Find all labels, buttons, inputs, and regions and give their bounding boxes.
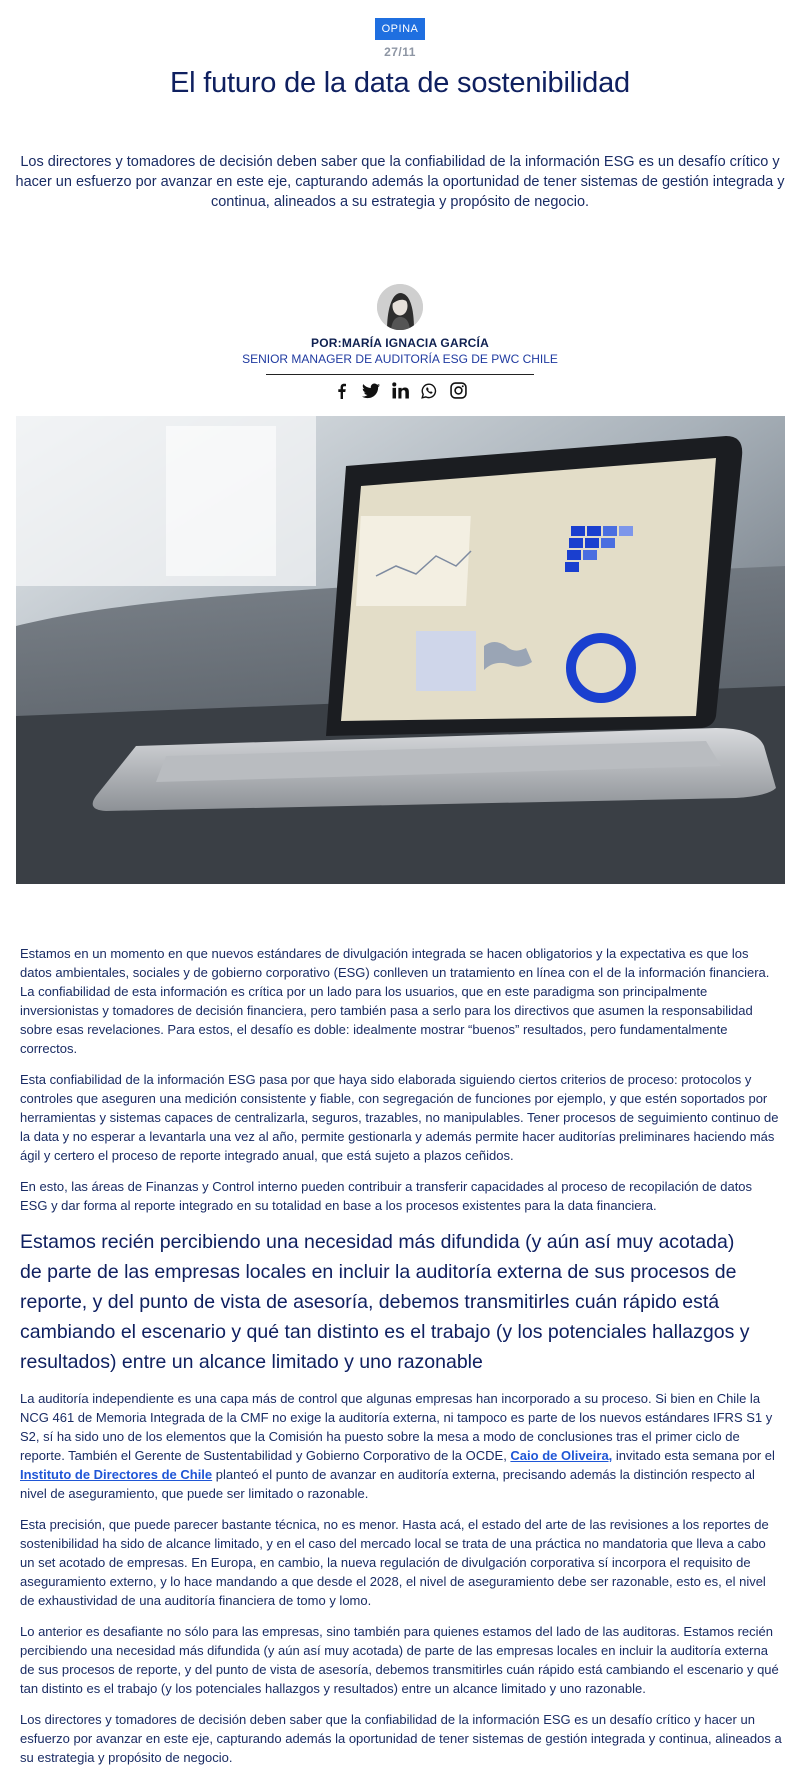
article-title: El futuro de la data de sostenibilidad (170, 67, 630, 99)
author-avatar (377, 284, 423, 330)
caio-de-oliveira-link[interactable]: Caio de Oliveira, (510, 1448, 613, 1463)
body-text: planteó el punto de avanzar en auditoría externa, precisando además la distinción respecto al nivel de aseguramiento, que puede ser limitado o razonable. (20, 1467, 755, 1501)
whatsapp-icon[interactable] (420, 381, 439, 400)
body-paragraph: En esto, las áreas de Finanzas y Control interno pueden contribuir a transferir capacidades al proceso de recopilación de datos ESG y dar forma al reporte integrado en su totalidad en base a los procesos existentes para la data financiera. (20, 1179, 753, 1213)
twitter-icon[interactable] (362, 381, 381, 400)
author-name: POR:MARÍA IGNACIA GARCÍA (311, 336, 489, 350)
facebook-icon[interactable] (333, 381, 352, 400)
share-bar (0, 381, 800, 400)
category-tag[interactable]: OPINA (375, 18, 426, 40)
body-paragraph: Los directores y tomadores de decisión deben saber que la confiabilidad de la información ESG es un desafío crítico y hacer un esfuerzo por avanzar en este eje, capturando además la oportunidad de tener sistemas de gestión integrada y continua, alineados a su estrategia y propósito de negocio. (20, 1712, 782, 1765)
body-text: La auditoría independiente es una capa más de control que algunas empresas han incorporado a su proceso. Si bien en Chile la NCG 461 de Memoria Integrada de la CMF no exige la auditoría externa, ni tampoco es parte de los nuevos estándares IFRS S1 y S2, sí ha sido uno de los elementos que la Comisión ha puesto sobre la mesa a modo de conclusiones tras el primer ciclo de reporte. También el Gerente de Sustentabilidad y Gobierno Corporativo de la OCDE, (20, 1391, 773, 1463)
body-paragraph: Esta precisión, que puede parecer bastante técnica, no es menor. Hasta acá, el estado del arte de las revisiones a los reportes de sostenibilidad ha sido de alcance limitado, y en el caso del mercado local se trata de una práctica no mandatoria que lleva a cabo un set acotado de empresas. En Europa, en cambio, la nueva regulación de divulgación corporativa sí incorpora el requisito de aseguramiento externo, y lo hace mandando a que desde el 2028, el nivel de aseguramiento debe ser razonable, esto es, el nivel de exhaustividad de una auditoría financiera de tomo y lomo. (20, 1517, 769, 1608)
hero-image-laptop (16, 416, 785, 884)
article-body (20, 944, 782, 1767)
article-date: 27/11 (384, 45, 416, 59)
body-paragraph: Esta confiabilidad de la información ESG pasa por que haya sido elaborada siguiendo ciertos criterios de proceso: protocolos y controles que aseguren una medición consistente y fiable, con segregación de funciones por ejemplo, y que estén soportados por herramientas y sistemas capaces de centralizarla, seguros, trazables, no manipulables. Tener procesos de seguimiento continuo de la data y no esperar a levantarla una vez al año, permite gestionarla y además permite hacer auditorías preliminares haciendo más ágil y certero el proceso de reporte integrado anual, que está sujeto a plazos ceñidos. (20, 1072, 779, 1163)
instagram-icon[interactable] (449, 381, 468, 400)
article-header (0, 0, 800, 212)
body-paragraph (20, 1389, 782, 1503)
body-paragraph: Estamos en un momento en que nuevos estándares de divulgación integrada se hacen obligatorios y la expectativa es que los datos ambientales, sociales y de gobierno corporativo (ESG) conlleven un tratamiento en línea con el de la información financiera. La confiabilidad de esta información es crítica por un lado para los usuarios, que en este paradigma son principalmente inversionistas y tomadores de decisión financiera, pero también pasa a serlo para los directivos que asumen la responsabilidad sobre esas revelaciones. Para estos, el desafío es doble: idealmente mostrar “buenos” resultados, pero fundamentalmente correctos. (20, 946, 770, 1056)
linkedin-icon[interactable] (391, 381, 410, 400)
pull-quote: Estamos recién percibiendo una necesidad más difundida (y aún así muy acotada) de parte de las empresas locales en incluir la auditoría externa de sus procesos de reporte, y del punto de vista de asesoría, debemos transmitirles cuán rápido está cambiando el escenario y qué tan distinto es el trabajo (y los potenciales hallazgos y resultados) entre un alcance limitado y uno razonable (20, 1231, 750, 1373)
author-block (0, 284, 800, 400)
body-paragraph: Lo anterior es desafiante no sólo para las empresas, sino también para quienes estamos del lado de las auditoras. Estamos recién percibiendo una necesidad más difundida (y aún así muy acotada) de parte de las empresas locales en incluir la auditoría externa de sus procesos de reporte, y del punto de vista de asesoría, debemos transmitirles cuán rápido está cambiando el escenario y qué tan distinto es el trabajo (y los potenciales hallazgos y resultados) entre un alcance limitado y uno razonable. (20, 1624, 779, 1696)
article-lead: Los directores y tomadores de decisión deben saber que la confiabilidad de la información ESG es un desafío crítico y hacer un esfuerzo por avanzar en este eje, capturando además la oportunidad de tener sistemas de gestión integrada y continua, alineados a su estrategia y propósito de negocio. (15, 154, 785, 210)
author-divider (266, 374, 534, 375)
body-text: invitado esta semana por el (612, 1448, 775, 1463)
instituto-de-directores-link[interactable]: Instituto de Directores de Chile (20, 1467, 213, 1482)
author-role: SENIOR MANAGER DE AUDITORÍA ESG DE PWC CHILE (242, 352, 558, 366)
